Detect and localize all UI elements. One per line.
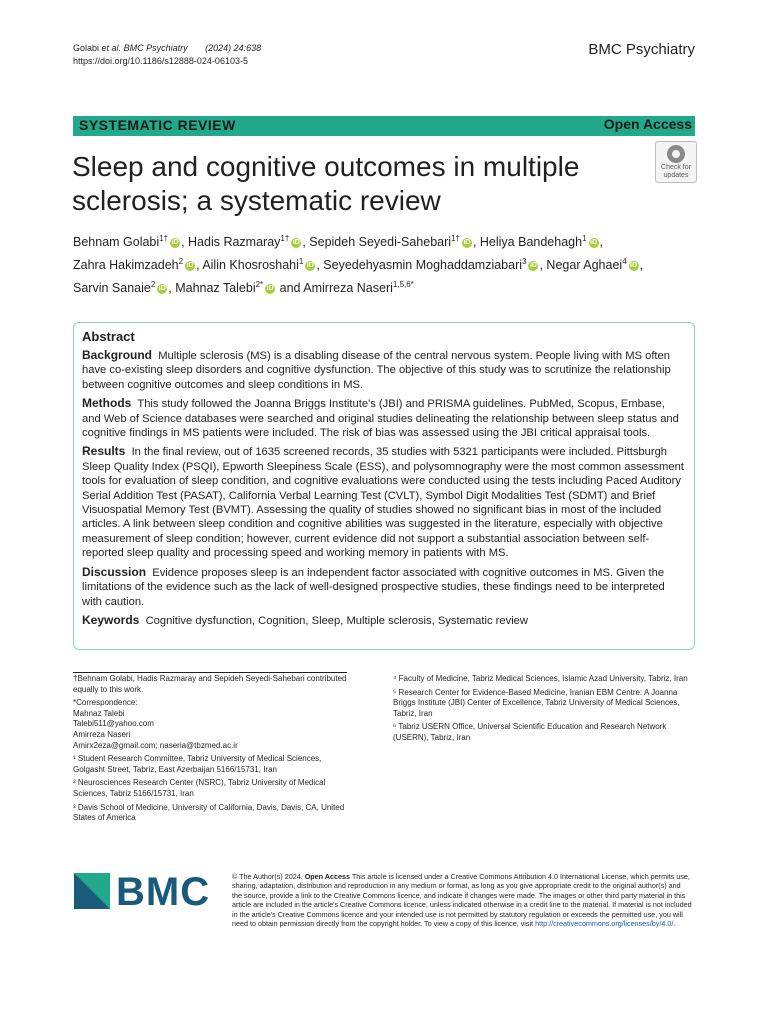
abstract-keywords (82, 613, 686, 628)
citation-etal: et al. (101, 43, 122, 53)
affiliation-marker: 4 (622, 257, 627, 267)
orcid-icon[interactable]: iD (266, 285, 274, 293)
bmc-logo (74, 870, 214, 914)
footnote-rule (73, 672, 347, 673)
citation-line (73, 42, 261, 55)
footnotes-right (393, 674, 693, 747)
license-url-link[interactable]: http://creativecommons.org/licenses/by/4.0/ (535, 919, 674, 929)
results-text: In the final review, out of 1635 screened records, 35 studies with 5321 participants were included. Pittsburgh Sleep Quality Index (PSQI), Epworth Sleepiness Scale (ESS), and polysomnography were the most common assessment tools for evaluation of sleep condition, and cognitive evaluations were conducted using the tests including Paced Auditory Serial Addition Test (PASAT), California Verbal Learning Test (CVLT), Symbol Digit Modalities Test (SDMT) and Brief Visuospatial Memory Test (BVMT). Assessing the quality of studies showed no significant bias in most of the included articles. A link between sleep condition and cognitive abilities was suggested in the literature, especially with objective measurement of sleep condition; however, current evidence did not support a substantial association between self-reported sleep quality and processing speed and working memory in patients with MS. (82, 446, 684, 560)
author-line-1: Behnam Golabi$^{1\dagger}$ iD , Hadis Razmaray$^{1\dagger}$ iD , Sepideh Seyedi-Sahebari$^{1\dagger}$ iD , Heliya Bandehagh$^1$ iD , (73, 234, 603, 250)
footnote-affiliation-2: ² Neurosciences Research Center (NSRC), Tabriz University of Medical Sciences, Tabriz 5166/15731, Iran (73, 778, 326, 798)
affiliation-marker: 1,5,6* (392, 280, 414, 290)
citation-year-volume: (2024) 24:638 (205, 43, 262, 53)
abstract-results (82, 444, 686, 560)
check-updates-line1: Check for (661, 164, 691, 171)
methods-label: Methods (82, 396, 132, 411)
abstract-box (73, 322, 695, 650)
doi-link[interactable]: https://doi.org/10.1186/s12888-024-06103-5 (73, 56, 248, 66)
bmc-logo-text: BMC (116, 870, 211, 914)
license-body: This article is licensed under a Creative Commons Attribution 4.0 International License, which permits use, sharing, adaptation, distribution and reproduction in any medium or format, as long as you give appropriate credit to the original author(s) and the source, provide a link to the Creative Commons licence, and indicate if changes were made. The images or other third party material in this article are included in the article's Creative Commons licence, unless indicated otherwise in a credit line to the material. If material is not included in the article's Creative Commons licence and your intended use is not permitted by statutory regulation or exceeds the permitted use, you will need to obtain permission directly from the copyright holder. To view a copy of this licence, visit (232, 872, 692, 929)
check-for-updates-button[interactable] (655, 141, 695, 181)
citation-authors: Golabi (73, 43, 100, 53)
orcid-icon[interactable]: iD (529, 262, 537, 270)
footnote-correspondence: *Correspondence: Mahnaz Talebi Talebi511@yahoo.com Amirreza Naseri Amirx2eza@gmail.com; naseria@tbzmed.ac.ir (73, 698, 238, 750)
discussion-label: Discussion (82, 564, 147, 579)
discussion-text: Evidence proposes sleep is an independent factor associated with cognitive outcomes in MS. Given the limitations of the evidence such as the lack of well-designed prospective studies, these findings need to be interpreted with caution. (82, 566, 665, 608)
affiliation-marker: 1† (159, 234, 169, 243)
abstract-discussion (82, 565, 686, 609)
orcid-icon[interactable]: iD (590, 238, 598, 246)
footnote-affiliation-6: ⁶ Tabriz USERN Office, Universal Scientific Education and Research Network (USERN), Tabriz, Iran (393, 722, 667, 742)
open-access-label: Open Access (603, 116, 692, 132)
author-list (73, 229, 693, 298)
methods-text: This study followed the Joanna Briggs Institute's (JBI) and PRISMA guidelines. PubMed, Scopus, Embase, and Web of Science databases were searched and original studies delineating the relationship between sleep status and cognitive findings in MS patients were included. The risk of bias was assessed using the JBI critical appraisal tools. (82, 398, 679, 440)
author-line-2: Zahra Hakimzadeh$^2$ iD , Ailin Khosroshahi$^1$ iD , Seyedehyasmin Moghaddamziabari$^3$ iD , Negar Aghaei$^4$ iD , (73, 257, 644, 273)
affiliation-marker: 1 (582, 234, 587, 243)
footnote-equal-contribution: †Behnam Golabi, Hadis Razmaray and Sepideh Seyedi-Sahebari contributed equally to this work. (73, 674, 347, 694)
article-title: Sleep and cognitive outcomes in multiple sclerosis; a systematic review (72, 151, 580, 216)
orcid-icon[interactable]: iD (292, 238, 300, 246)
author-line-3: Sarvin Sanaie$^2$ iD , Mahnaz Talebi$^{2*}$ iD and Amirreza Naseri$^{1,5,6*}$ (73, 280, 414, 296)
license-tail: . (673, 919, 676, 929)
affiliation-marker: 3 (522, 257, 527, 267)
background-label: Background (82, 348, 153, 362)
footnote-affiliation-4: ⁴ Faculty of Medicine, Tabriz Medical Sciences, Islamic Azad University, Tabriz, Iran (393, 674, 688, 683)
orcid-icon[interactable]: iD (186, 262, 194, 270)
affiliation-marker: 2 (178, 257, 184, 267)
affiliation-marker: 1 (298, 257, 304, 267)
affiliation-marker: 2 (150, 280, 156, 290)
orcid-icon[interactable]: iD (158, 285, 166, 293)
article-type-label: SYSTEMATIC REVIEW (79, 117, 236, 133)
affiliation-marker: 2* (255, 280, 264, 290)
orcid-icon[interactable]: iD (306, 262, 314, 270)
license-text (232, 872, 692, 928)
results-label: Results (82, 444, 126, 459)
citation-block (73, 42, 261, 68)
bmc-logo-icon (74, 873, 110, 909)
keywords-text: Cognitive dysfunction, Cognition, Sleep, Multiple sclerosis, Systematic review (145, 614, 528, 627)
affiliation-marker: 1† (451, 234, 460, 243)
abstract-heading: Abstract (82, 329, 135, 344)
abstract-methods (82, 396, 686, 440)
orcid-icon[interactable]: iD (171, 238, 179, 246)
footnote-affiliation-1: ¹ Student Research Committee, Tabriz University of Medical Sciences, Golgasht Street, Tabriz, East Azerbaijan 5166/15731, Iran (73, 754, 322, 774)
affiliation-marker: 1† (280, 234, 290, 243)
check-updates-icon (667, 145, 685, 163)
license-lead: © The Author(s) 2024. (232, 872, 303, 881)
journal-name: BMC Psychiatry (588, 41, 695, 58)
license-open-access: Open Access (304, 872, 350, 881)
footnotes-left (73, 674, 353, 827)
footnote-affiliation-3: ³ Davis School of Medicine, University of California, Davis, Davis, CA, United States of America (73, 802, 345, 823)
orcid-icon[interactable]: iD (463, 238, 471, 246)
orcid-icon[interactable]: iD (630, 262, 638, 270)
abstract-background (82, 348, 686, 392)
check-updates-line2: updates (663, 172, 689, 179)
background-text: Multiple sclerosis (MS) is a disabling disease of the central nervous system. People living with MS often have co-existing sleep disorders and cognitive dysfunction. The objective of this study was to scrutinize the relationship between cognitive outcomes and sleep conditions in MS. (82, 350, 671, 391)
keywords-label: Keywords (82, 612, 140, 627)
citation-journal: BMC Psychiatry (123, 43, 188, 53)
footnote-affiliation-5: ⁵ Research Center for Evidence-Based Medicine, Iranian EBM Centre: A Joanna Briggs Institute (JBI) Center of Excellence, Tabriz University of Medical Sciences, Tabriz, Iran (393, 687, 680, 718)
